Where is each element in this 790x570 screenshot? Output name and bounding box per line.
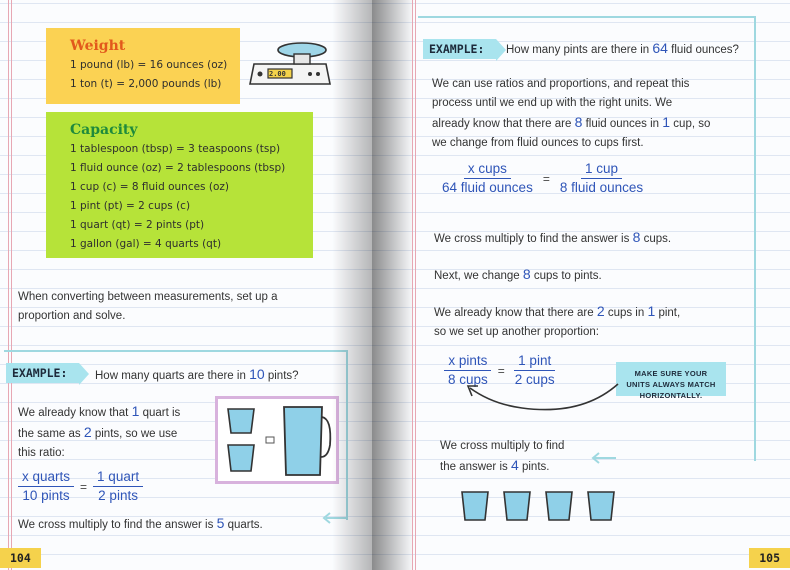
step-text: cups to pints. (533, 270, 602, 282)
paragraph-line: we change from fluid ounces to cups first. (432, 137, 644, 149)
question-number: 64 (652, 40, 668, 56)
step-number: 8 (632, 229, 641, 245)
question-text: pints? (267, 370, 299, 382)
body-text: We already know that (18, 407, 129, 419)
kitchen-scale-icon (248, 38, 332, 90)
example-body (18, 402, 180, 463)
next-step (434, 265, 602, 286)
step-text: cups in (607, 307, 645, 319)
fraction-denominator: 8 cups (448, 372, 488, 387)
fraction-numerator: 1 cup (581, 160, 622, 179)
fraction-numerator: x quarts (18, 468, 74, 487)
cross-multiply-1 (434, 228, 671, 249)
equals-sign: = (542, 171, 550, 186)
intro-line: proportion and solve. (18, 310, 126, 322)
cross-multiply-2 (440, 437, 564, 477)
body-number: 1 (131, 403, 140, 419)
equals-sign: = (80, 479, 88, 494)
intro-line: When converting between measurements, set up a (18, 291, 278, 303)
question-number: 10 (249, 366, 265, 382)
example-question (95, 366, 299, 382)
callout-line: MAKE SURE YOUR (634, 369, 708, 378)
step-line (440, 456, 564, 477)
paragraph-line (432, 113, 710, 134)
question-text: How many pints are there in (506, 44, 650, 56)
step-number: 2 (596, 303, 605, 319)
page-number: 104 (0, 548, 41, 568)
weight-title: Weight (70, 38, 126, 54)
page-number: 105 (749, 548, 790, 568)
fraction-numerator: 1 quart (93, 468, 143, 487)
cups-proportion (438, 160, 647, 197)
step-line: so we set up another proportion: (434, 326, 599, 338)
example-paragraph (432, 75, 710, 153)
fraction-denominator: 2 pints (98, 488, 138, 503)
known-fact (434, 302, 680, 342)
capacity-row: 1 gallon (gal) = 4 quarts (qt) (70, 238, 222, 250)
fraction-denominator: 64 fluid ounces (442, 180, 533, 195)
fraction (93, 468, 143, 505)
example-label: EXAMPLE: (423, 39, 496, 59)
example-answer (18, 514, 263, 535)
answer-number: 5 (216, 515, 225, 531)
body-text: quart is (142, 407, 181, 419)
arrow-icon (320, 504, 350, 528)
curved-arrow-icon (462, 378, 622, 414)
step-text: Next, we change (434, 270, 520, 282)
step-text: pints. (521, 461, 550, 473)
step-line: We cross multiply to find (440, 440, 565, 452)
weight-row: 1 ton (t) = 2,000 pounds (lb) (70, 78, 222, 90)
arrow-icon (588, 446, 618, 468)
example-label: EXAMPLE: (6, 363, 79, 383)
capacity-row: 1 quart (qt) = 2 pints (pt) (70, 219, 205, 231)
paragraph-number: 1 (662, 114, 671, 130)
tip-callout (616, 362, 726, 400)
step-text: cups. (643, 233, 672, 245)
scale-display: 2.00 (269, 70, 286, 78)
callout-line: UNITS ALWAYS MATCH (626, 380, 716, 389)
step-text: We cross multiply to find the answer is (434, 233, 630, 245)
quarts-proportion (18, 468, 143, 505)
fraction (556, 160, 647, 197)
fraction-numerator: x cups (464, 160, 511, 179)
four-cups-icon (458, 488, 628, 524)
equals-sign: = (497, 363, 505, 378)
fraction-denominator: 10 pints (22, 488, 70, 503)
body-text: the same as (18, 428, 81, 440)
intro-text (18, 288, 278, 326)
fraction-denominator: 2 cups (514, 372, 555, 387)
question-text: fluid ounces? (671, 44, 739, 56)
paragraph-line: We can use ratios and proportions, and repeat this (432, 78, 690, 90)
step-text: the answer is (440, 461, 508, 473)
paragraph-line: process until we end up with the right units. We (432, 97, 673, 109)
weight-note (46, 28, 240, 104)
capacity-title: Capacity (70, 122, 138, 138)
left-page (0, 0, 372, 570)
capacity-row: 1 tablespoon (tbsp) = 3 teaspoons (tsp) (70, 143, 281, 155)
paragraph-text: cup, so (673, 118, 711, 130)
capacity-note (46, 112, 313, 258)
body-number: 2 (83, 424, 92, 440)
fraction (18, 468, 74, 505)
body-line (18, 423, 180, 444)
step-number: 1 (647, 303, 656, 319)
body-line: this ratio: (18, 447, 65, 459)
paragraph-text: fluid ounces in (585, 118, 660, 130)
body-text: pints, so we use (94, 428, 178, 440)
step-line (434, 302, 680, 323)
example-question (506, 40, 739, 56)
margin-line (412, 0, 413, 570)
question-text: How many quarts are there in (95, 370, 246, 382)
fraction (438, 160, 537, 197)
containers-illustration (215, 396, 339, 484)
step-text: pint, (658, 307, 681, 319)
answer-text: We cross multiply to find the answer is (18, 519, 214, 531)
pint-quart-icon (218, 399, 336, 481)
answer-text: quarts. (227, 519, 263, 531)
step-number: 4 (510, 457, 519, 473)
fraction-denominator: 8 fluid ounces (559, 180, 644, 195)
paragraph-number: 8 (574, 114, 583, 130)
capacity-row: 1 fluid ounce (oz) = 2 tablespoons (tbsp) (70, 162, 286, 174)
fraction-numerator: 1 pint (514, 352, 555, 371)
fraction-numerator: x pints (444, 352, 491, 371)
capacity-row: 1 cup (c) = 8 fluid ounces (oz) (70, 181, 229, 193)
capacity-row: 1 pint (pt) = 2 cups (c) (70, 200, 191, 212)
callout-line: HORIZONTALLY. (639, 391, 703, 400)
margin-line (415, 0, 416, 570)
paragraph-text: already know that there are (432, 118, 572, 130)
step-number: 8 (522, 266, 531, 282)
weight-row: 1 pound (lb) = 16 ounces (oz) (70, 59, 228, 71)
step-text: We already know that there are (434, 307, 594, 319)
body-line (18, 402, 180, 423)
